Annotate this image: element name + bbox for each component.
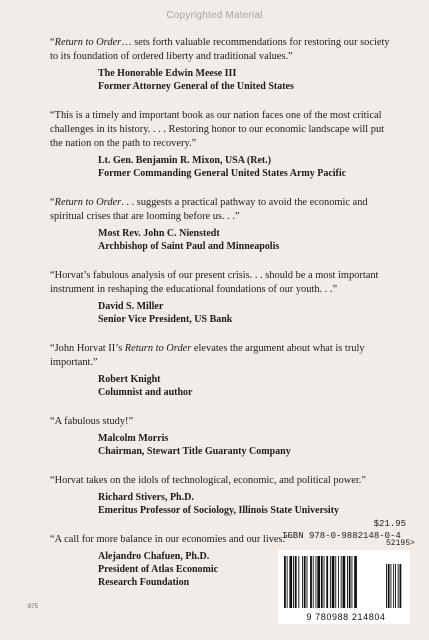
endorser-name: The Honorable Edwin Meese III [98, 68, 237, 79]
endorsement [50, 415, 392, 458]
barcode-bar [310, 556, 312, 608]
isbn-text: ISBN 978-0-9882148-0-4 [282, 531, 401, 541]
endorsement [50, 109, 392, 180]
endorser-title-line2: Research Foundation [98, 577, 190, 588]
endorser-title: Former Attorney General of the United States [98, 81, 294, 92]
barcode-bar [302, 556, 303, 608]
endorsement-quote: “Return to Order… sets forth valuable recommendations for restoring our society to its foundation of ordered liberty and traditional values.” [50, 37, 390, 62]
barcode-bar [324, 556, 325, 608]
endorser-name: Malcolm Morris [98, 433, 169, 444]
endorsement-quote: “A call for more balance in our economies and our lives.” [50, 534, 290, 545]
barcode-addon-bar [393, 564, 394, 608]
barcode-bar [287, 556, 288, 608]
endorsement [50, 269, 392, 326]
endorser-title: Senior Vice President, US Bank [98, 314, 233, 325]
endorsement-attribution [98, 373, 392, 399]
barcode-bar [332, 556, 335, 608]
barcode-addon-bar [395, 564, 396, 608]
barcode-bar [316, 556, 317, 608]
endorsement-attribution [98, 227, 392, 253]
endorsement-attribution [98, 432, 392, 458]
endorser-title: Columnist and author [98, 387, 193, 398]
endorser-name: Robert Knight [98, 374, 161, 385]
endorser-title: Emeritus Professor of Sociology, Illinois State University [98, 505, 340, 516]
barcode-bar [321, 556, 323, 608]
barcode-bar [317, 556, 320, 608]
endorsement [50, 342, 392, 399]
barcode-bar [307, 556, 308, 608]
barcode-bar [343, 556, 346, 608]
barcode-bar [347, 556, 348, 608]
endorser-name: Alejandro Chafuen, Ph.D. [98, 551, 210, 562]
barcode-bar [293, 556, 294, 608]
endorsement-attribution [98, 154, 392, 180]
endorsement-quote: “This is a timely and important book as our nation faces one of the most critical challenges in its history. . . . Restoring honor to our economic landscape will put the nation on the path to recovery.” [50, 110, 385, 149]
endorser-name: Richard Stivers, Ph.D. [98, 492, 194, 503]
barcode-bar [338, 556, 339, 608]
barcode-bar [298, 556, 299, 608]
barcode-bars [278, 550, 410, 612]
barcode-bar [304, 556, 306, 608]
barcode-addon-bar [400, 564, 402, 608]
endorsement-quote: “Return to Order. . . suggests a practical pathway to avoid the economic and spiritual crises that are looming before us. . .” [50, 197, 368, 222]
endorsement-attribution [98, 300, 392, 326]
endorser-name: Lt. Gen. Benjamin R. Mixon, USA (Ret.) [98, 155, 272, 166]
barcode-bar [326, 556, 328, 608]
endorser-title: Chairman, Stewart Title Guaranty Company [98, 446, 291, 457]
endorser-title: President of Atlas Economic [98, 564, 219, 575]
barcode-bar [341, 556, 342, 608]
endorser-title: Former Commanding General United States Army Pacific [98, 168, 347, 179]
endorsement [50, 36, 392, 93]
endorsement-quote: “Horvat takes on the idols of technological, economic, and political power.” [50, 475, 366, 486]
barcode-bar [349, 556, 351, 608]
price: $21.95 [373, 519, 406, 529]
copyright-header: Copyrighted Material [166, 10, 263, 21]
endorsement-quote: “Horvat’s fabulous analysis of our present crisis. . . should be a most important instrument in reshaping the educational foundations of our youth. . .” [50, 270, 379, 295]
barcode-addon-bar [386, 564, 387, 608]
footer-code: 875 [28, 604, 39, 610]
endorsement-quote: “John Horvat II’s Return to Order elevates the argument about what is truly important.” [50, 343, 365, 368]
endorsement [50, 474, 392, 517]
barcode-digits: 9 780988 214804 [306, 612, 386, 622]
endorser-title: Archbishop of Saint Paul and Minneapolis [98, 241, 280, 252]
endorsement-attribution [98, 491, 392, 517]
barcode-bar [354, 556, 357, 608]
endorser-name: David S. Miller [98, 301, 164, 312]
barcode-bar [295, 556, 297, 608]
price-code: 52195> [386, 539, 415, 548]
barcode-addon-bar [391, 564, 392, 608]
barcode-addon-bar [388, 564, 390, 608]
endorsement-quote: “A fabulous study!” [50, 416, 134, 427]
barcode-bar [284, 556, 286, 608]
endorsement [50, 196, 392, 253]
barcode-bar [352, 556, 353, 608]
barcode-bar [335, 556, 336, 608]
endorser-name: Most Rev. John C. Nienstedt [98, 228, 220, 239]
barcode-bar [313, 556, 314, 608]
barcode-bar [289, 556, 292, 608]
barcode-bar [330, 556, 331, 608]
endorsement-attribution [98, 67, 392, 93]
barcode-addon-bar [398, 564, 399, 608]
